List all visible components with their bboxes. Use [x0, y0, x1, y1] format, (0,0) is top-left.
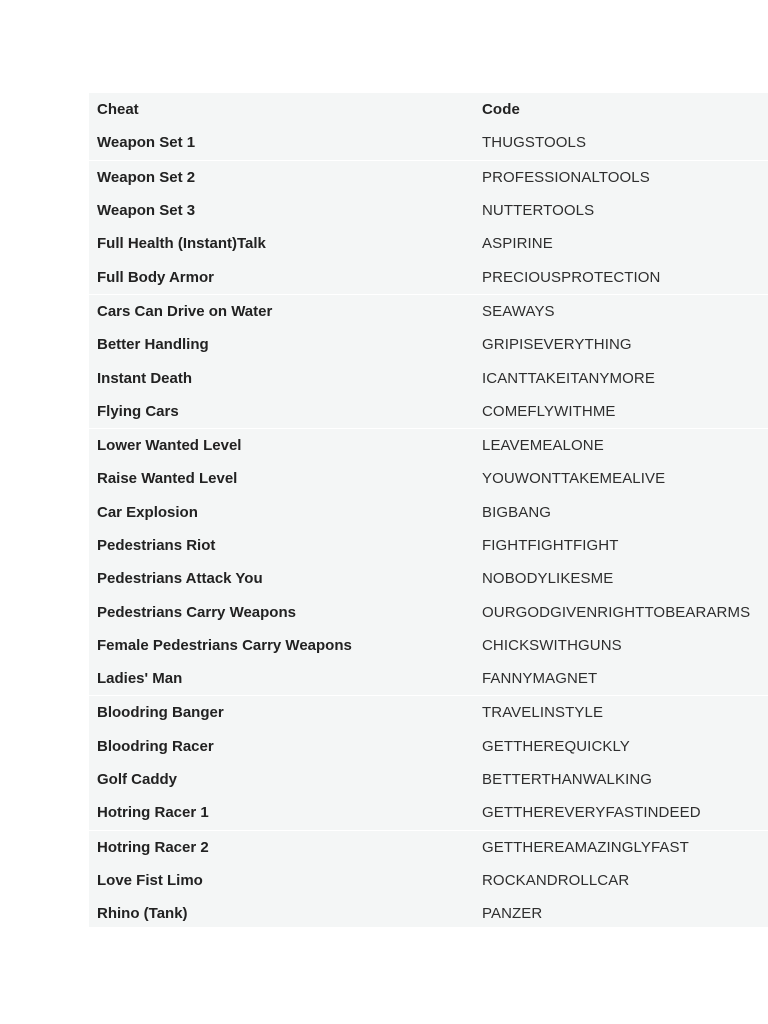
- cheat-name-cell: Golf Caddy: [97, 771, 178, 789]
- table-block: [89, 696, 768, 830]
- table-row: [89, 328, 768, 361]
- cheat-name-cell: Female Pedestrians Carry Weapons: [97, 636, 352, 654]
- table-block: [89, 93, 768, 161]
- cheat-name-cell: Full Body Armor: [97, 268, 214, 286]
- table-block: [89, 295, 768, 429]
- cheat-name-cell: Rhino (Tank): [97, 905, 188, 923]
- cheat-name-cell: Pedestrians Riot: [97, 537, 216, 554]
- cheat-code-cell: TRAVELINSTYLE: [482, 704, 604, 722]
- table-row: [89, 562, 768, 595]
- cheat-code-cell: PROFESSIONALTOOLS: [482, 168, 650, 186]
- table-block: [89, 429, 768, 696]
- table-row: [89, 831, 768, 864]
- cheat-codes-table: [89, 93, 768, 927]
- cheat-name-cell: Weapon Set 1: [97, 134, 196, 152]
- cheat-code-cell: NOBODYLIKESME: [482, 570, 614, 588]
- cheat-code-cell: OURGODGIVENRIGHTTOBEARARMS: [482, 603, 751, 621]
- cheat-code-cell: BETTERTHANWALKING: [482, 771, 653, 789]
- header-cheat: Cheat: [97, 101, 139, 119]
- table-header-row: [89, 93, 768, 126]
- table-row: [89, 194, 768, 227]
- table-row: [89, 529, 768, 562]
- cheat-name-cell: Bloodring Racer: [97, 737, 214, 755]
- cheat-code-cell: CHICKSWITHGUNS: [482, 636, 622, 654]
- cheat-name-cell: Hotring Racer 1: [97, 804, 209, 822]
- cheat-code-cell: GETTHEREQUICKLY: [482, 737, 630, 755]
- cheat-name-cell: Pedestrians Attack You: [97, 570, 263, 588]
- cheat-name-cell: Better Handling: [97, 336, 209, 354]
- table-row: [89, 864, 768, 897]
- cheat-code-cell: THUGSTOOLS: [482, 134, 587, 152]
- cheat-code-cell: BIGBANG: [482, 503, 552, 521]
- cheat-name-cell: Love Fist Limo: [97, 871, 203, 889]
- table-row: [89, 595, 768, 628]
- header-code: Code: [482, 101, 520, 119]
- cheat-code-cell: FIGHTFIGHTFIGHT: [482, 537, 619, 554]
- cheat-name-cell: Flying Cars: [97, 402, 179, 420]
- cheat-code-cell: COMEFLYWITHME: [482, 402, 616, 420]
- cheat-code-cell: PANZER: [482, 905, 543, 923]
- table-row: [89, 662, 768, 695]
- table-row: [89, 361, 768, 394]
- table-row: [89, 395, 768, 428]
- cheat-code-cell: ASPIRINE: [482, 235, 553, 253]
- cheat-code-cell: SEAWAYS: [482, 302, 555, 320]
- table-row: [89, 496, 768, 529]
- cheat-code-cell: GRIPISEVERYTHING: [482, 336, 632, 354]
- cheat-name-cell: Hotring Racer 2: [97, 838, 209, 856]
- table-row: [89, 429, 768, 462]
- cheat-name-cell: Weapon Set 2: [97, 168, 196, 186]
- table-row: [89, 696, 768, 729]
- cheat-name-cell: Bloodring Banger: [97, 704, 224, 722]
- cheat-name-cell: Instant Death: [97, 369, 193, 387]
- cheat-name-cell: Lower Wanted Level: [97, 437, 242, 455]
- table-row: [89, 227, 768, 260]
- cheat-name-cell: Car Explosion: [97, 503, 198, 521]
- table-row: [89, 295, 768, 328]
- table-row: [89, 462, 768, 495]
- cheat-name-cell: Raise Wanted Level: [97, 470, 238, 488]
- cheat-code-cell: GETTHEREVERYFASTINDEED: [482, 804, 701, 822]
- cheat-name-cell: Cars Can Drive on Water: [97, 302, 273, 320]
- table-row: [89, 897, 768, 927]
- cheat-code-cell: PRECIOUSPROTECTION: [482, 268, 661, 286]
- table-row: [89, 763, 768, 796]
- cheat-code-cell: LEAVEMEALONE: [482, 437, 604, 455]
- cheat-name-cell: Full Health (Instant)Talk: [97, 235, 266, 253]
- table-body: [89, 161, 768, 927]
- cheat-code-cell: FANNYMAGNET: [482, 670, 598, 688]
- cheat-name-cell: Ladies' Man: [97, 670, 183, 688]
- table-block: [89, 831, 768, 927]
- cheat-name-cell: Pedestrians Carry Weapons: [97, 603, 296, 621]
- table-row: [89, 629, 768, 662]
- cheat-name-cell: Weapon Set 3: [97, 202, 196, 220]
- table-row: [89, 161, 768, 194]
- table-row: [89, 796, 768, 829]
- cheat-code-cell: YOUWONTTAKEMEALIVE: [482, 470, 666, 488]
- cheat-code-cell: ICANTTAKEITANYMORE: [482, 369, 655, 387]
- table-block: [89, 161, 768, 295]
- table-row: [89, 126, 768, 159]
- cheat-code-cell: NUTTERTOOLS: [482, 202, 595, 220]
- cheat-code-cell: GETTHEREAMAZINGLYFAST: [482, 838, 689, 856]
- table-row: [89, 730, 768, 763]
- cheat-code-cell: ROCKANDROLLCAR: [482, 871, 630, 889]
- table-row: [89, 260, 768, 293]
